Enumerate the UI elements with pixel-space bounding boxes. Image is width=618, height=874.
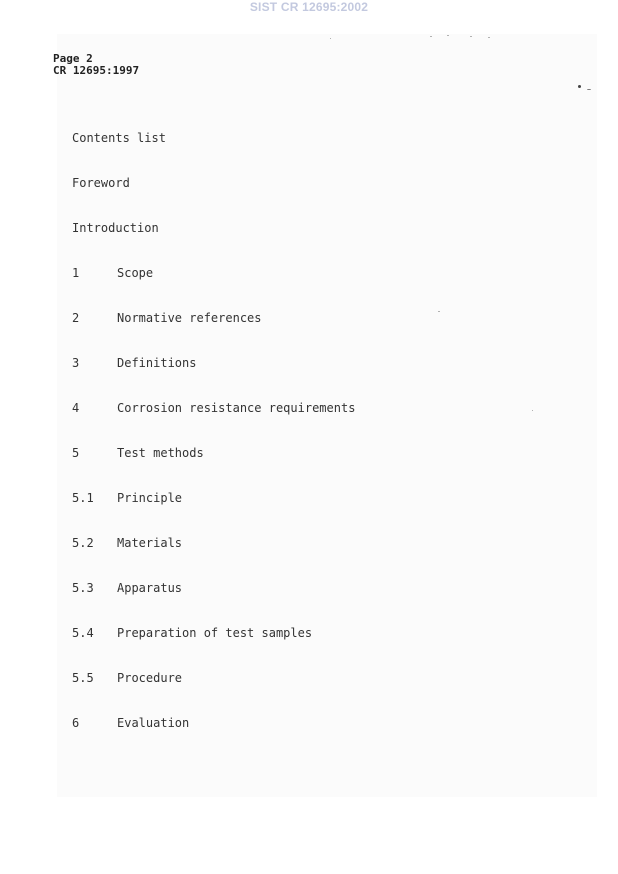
- toc-entry: [72, 265, 154, 281]
- toc-entry-title: Evaluation: [117, 716, 190, 730]
- scan-speck: [330, 38, 331, 39]
- scan-speck: [532, 410, 533, 411]
- scan-speck: [447, 35, 449, 36]
- toc-entry-title: Materials: [117, 536, 183, 550]
- toc-entry-number: 6: [72, 716, 80, 730]
- toc-entry: [72, 400, 356, 416]
- watermark: SIST CR 12695:2002: [249, 0, 369, 14]
- page-number: Page 2: [53, 52, 93, 65]
- toc-entry: [72, 535, 183, 551]
- toc-entry-title: Procedure: [117, 671, 183, 685]
- toc-introduction: Introduction: [72, 221, 159, 235]
- toc-entry: [72, 490, 183, 506]
- toc-entry-title: Test methods: [117, 446, 204, 460]
- toc-entry: [72, 445, 204, 461]
- scan-speck: [430, 36, 432, 37]
- toc-entry-title: Normative references: [117, 311, 262, 325]
- scan-speck: [438, 311, 440, 312]
- toc-entry-title: Apparatus: [117, 581, 183, 595]
- toc-foreword: Foreword: [72, 176, 130, 190]
- toc-entry-number: 5: [72, 446, 80, 460]
- toc-entry-title: Preparation of test samples: [117, 626, 313, 640]
- toc-entry-number: 5.5: [72, 671, 94, 685]
- scan-speck: [578, 85, 581, 88]
- toc-entry: [72, 580, 183, 596]
- toc-entry-title: Scope: [117, 266, 154, 280]
- toc-entry-number: 5.3: [72, 581, 94, 595]
- toc-entry-number: 3: [72, 356, 80, 370]
- toc-entry-number: 5.4: [72, 626, 94, 640]
- toc-entry: [72, 355, 197, 371]
- page-header: [53, 53, 139, 77]
- toc-entry-number: 1: [72, 266, 80, 280]
- scan-speck: [470, 36, 472, 37]
- toc-entry: [72, 310, 262, 326]
- toc-entry-number: 2: [72, 311, 80, 325]
- contents-heading: Contents list: [72, 131, 166, 145]
- toc-entry-number: 5.1: [72, 491, 94, 505]
- toc-entry: [72, 715, 190, 731]
- toc-entry-title: Corrosion resistance requirements: [117, 401, 356, 415]
- toc-entry-title: Definitions: [117, 356, 197, 370]
- toc-entry: [72, 670, 183, 686]
- toc-entry-title: Principle: [117, 491, 183, 505]
- scan-speck: [587, 89, 591, 90]
- document-id: CR 12695:1997: [53, 64, 140, 77]
- toc-entry-number: 4: [72, 401, 80, 415]
- toc-entry: [72, 625, 313, 641]
- scan-speck: [488, 37, 490, 38]
- toc-entry-number: 5.2: [72, 536, 94, 550]
